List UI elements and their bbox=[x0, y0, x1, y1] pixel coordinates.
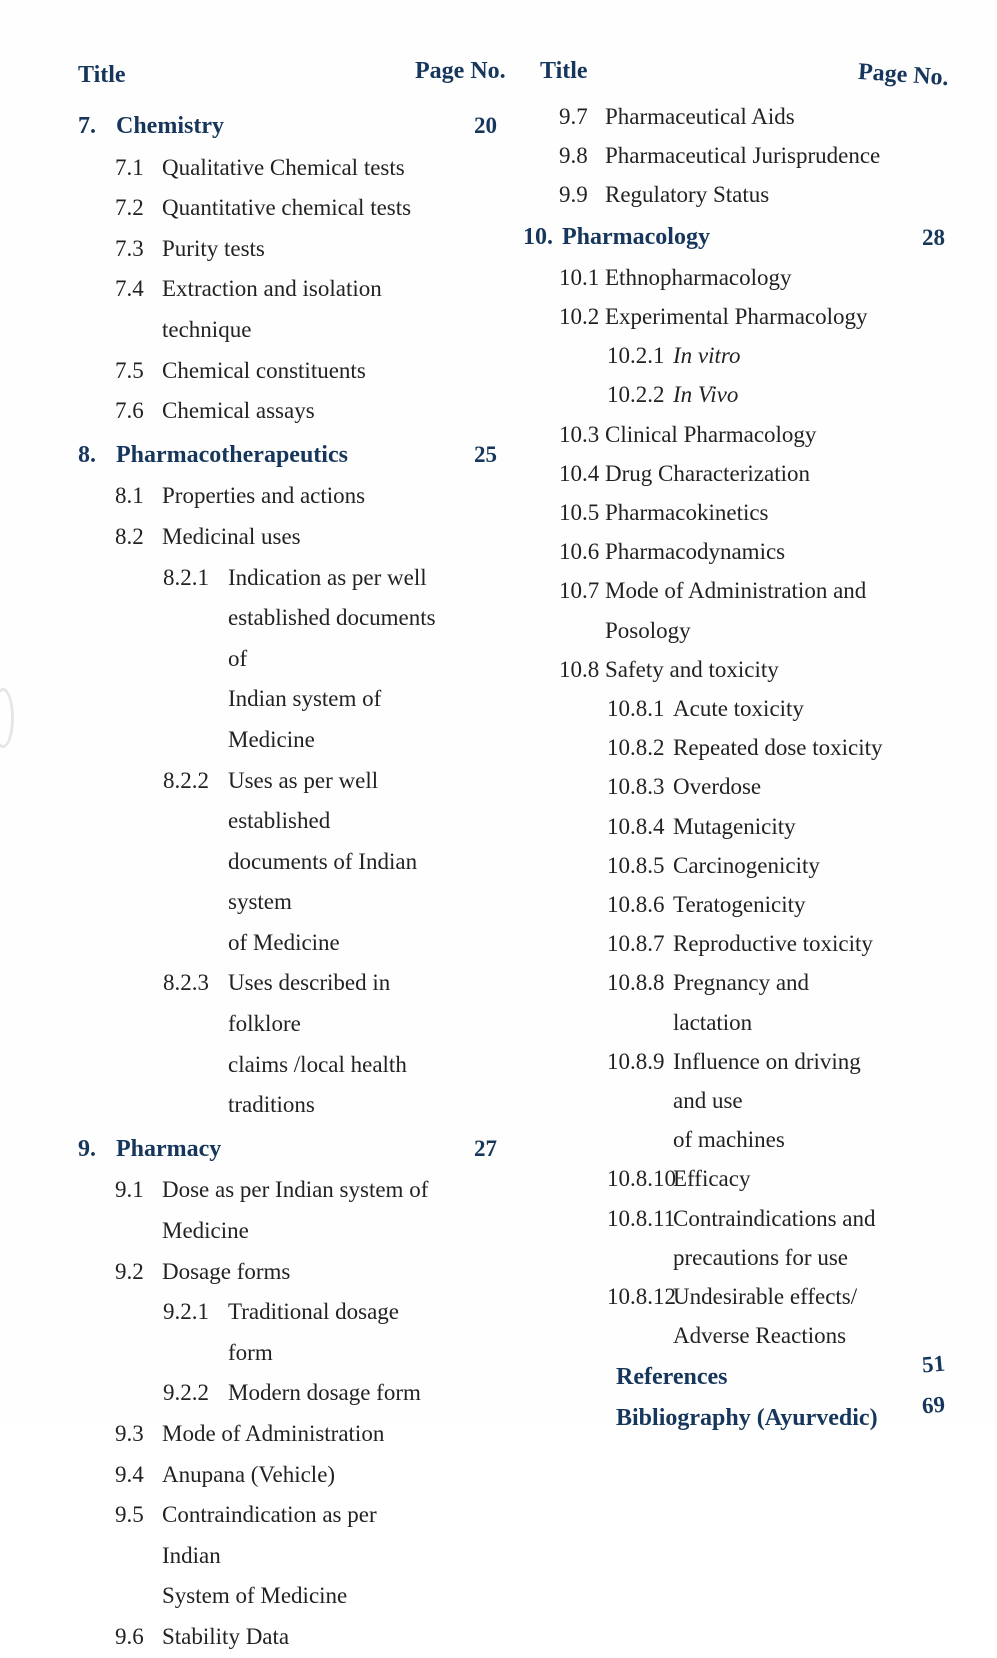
toc-entry-10-2 bbox=[523, 297, 945, 336]
toc-entry-line: Influence on driving and use bbox=[673, 1048, 861, 1114]
toc-entry-number: 10.5 bbox=[559, 500, 600, 526]
toc-entry-line: Pharmacology bbox=[562, 223, 710, 250]
toc-entry-line: documents of Indian system bbox=[228, 848, 418, 915]
toc-entry-10-6 bbox=[523, 532, 945, 571]
toc-entry-title bbox=[605, 532, 887, 571]
toc-entry-line: Pharmaceutical Aids bbox=[605, 104, 795, 129]
toc-entry-7-3 bbox=[78, 229, 497, 270]
toc-entry-line: Acute toxicity bbox=[673, 696, 804, 722]
toc-entry-title bbox=[116, 106, 439, 147]
toc-entry-number: 10.8.8 bbox=[607, 970, 665, 996]
toc-entry bbox=[523, 1350, 946, 1397]
toc-entry-title bbox=[605, 415, 887, 454]
toc-entry-title bbox=[162, 269, 439, 350]
toc-entry-line: Chemistry bbox=[116, 113, 224, 139]
toc-entry-line: Reproductive toxicity bbox=[673, 931, 873, 957]
toc-entry-number: 10.2.2 bbox=[607, 382, 665, 408]
toc-entry-number: 9.2.1 bbox=[163, 1299, 209, 1325]
toc-entry-line: of machines bbox=[673, 1127, 785, 1153]
toc-entry-line: Regulatory Status bbox=[605, 182, 770, 208]
toc-entry-line: Indication as per well bbox=[228, 564, 427, 590]
toc-entry-7-5 bbox=[78, 351, 497, 392]
toc-entry-number: 7.3 bbox=[115, 235, 144, 261]
toc-entry-10-8-10 bbox=[523, 1159, 945, 1198]
toc-entry-title bbox=[162, 1170, 439, 1251]
toc-entry-page-number: 28 bbox=[922, 224, 945, 250]
toc-entry-line: Uses as per well established bbox=[228, 767, 379, 834]
toc-entry-title bbox=[673, 1159, 887, 1198]
toc-entry-title bbox=[673, 1277, 887, 1355]
toc-entry-line: Drug Characterization bbox=[605, 460, 810, 486]
toc-entry-7-1 bbox=[78, 148, 497, 189]
toc-entry-10-8-1 bbox=[523, 689, 945, 728]
toc-entry-number: 10. bbox=[523, 223, 553, 250]
toc-entry-10-4 bbox=[523, 454, 945, 493]
toc-entry-line: System of Medicine bbox=[162, 1583, 348, 1609]
toc-entry-line: In vitro bbox=[673, 343, 741, 369]
toc-entry-9-5 bbox=[78, 1495, 497, 1617]
toc-entry-title bbox=[673, 336, 887, 375]
toc-entry-title bbox=[673, 924, 887, 963]
toc-entry-10-8-11 bbox=[523, 1199, 945, 1277]
toc-entry-line: Mode of Administration and bbox=[605, 578, 867, 604]
toc-entry-line: Efficacy bbox=[673, 1166, 751, 1192]
toc-entry-line: References bbox=[616, 1363, 728, 1390]
toc-entry-number: 7.2 bbox=[115, 195, 144, 221]
toc-entry-title bbox=[228, 1373, 439, 1414]
toc-entry-line: precautions for use bbox=[673, 1244, 848, 1270]
toc-entry-8-2-1 bbox=[78, 558, 497, 761]
toc-entry-line: Contraindication as per Indian bbox=[162, 1502, 377, 1568]
toc-entry-9 bbox=[78, 1129, 497, 1170]
toc-entry-8-1 bbox=[78, 476, 497, 517]
toc-entry-number: 8.2.2 bbox=[163, 767, 209, 793]
toc-entry-10-3 bbox=[523, 415, 945, 454]
toc-entry-line: Pharmaceutical Jurisprudence bbox=[605, 143, 881, 169]
toc-entry-number: 7. bbox=[78, 113, 96, 139]
toc-entry-number: 10.4 bbox=[559, 460, 600, 486]
toc-entry-line: Quantitative chemical tests bbox=[162, 195, 412, 221]
toc-entry-9-2 bbox=[78, 1252, 497, 1293]
toc-entry-line: Experimental Pharmacology bbox=[605, 304, 868, 330]
toc-entry-10-2-2 bbox=[523, 375, 945, 414]
toc-entry-line: Purity tests bbox=[162, 235, 265, 261]
toc-entry-7-4 bbox=[78, 269, 497, 350]
toc-entry-number: 10.8 bbox=[559, 656, 600, 682]
toc-entry-7-2 bbox=[78, 188, 497, 229]
toc-entry-10-8 bbox=[523, 650, 945, 689]
right-column-title-header: Title bbox=[540, 58, 588, 84]
toc-entry-number: 10.6 bbox=[559, 539, 600, 565]
toc-entry-line: Indian system of Medicine bbox=[228, 686, 382, 752]
toc-entry-number: 10.8.7 bbox=[607, 931, 665, 957]
toc-entry-9-2-1 bbox=[78, 1292, 497, 1373]
toc-entry-line: Stability Data bbox=[162, 1623, 290, 1649]
toc-entry-title bbox=[605, 175, 887, 214]
toc-entry-9-4 bbox=[78, 1455, 497, 1496]
toc-entry-8 bbox=[78, 435, 497, 476]
toc-entry-line: technique bbox=[162, 316, 252, 342]
toc-entry-number: 9.9 bbox=[559, 182, 588, 208]
toc-entry-line: Extraction and isolation bbox=[162, 276, 382, 302]
toc-entry-number: 10.1 bbox=[559, 264, 600, 290]
toc-entry-10 bbox=[523, 218, 945, 257]
toc-entry-number: 9.8 bbox=[559, 143, 588, 169]
toc-entry bbox=[523, 1391, 946, 1438]
toc-entry-line: Pharmacodynamics bbox=[605, 539, 786, 565]
toc-entry-number: 10.8.1 bbox=[607, 696, 665, 722]
toc-entry-line: Bibliography (Ayurvedic) bbox=[616, 1404, 878, 1431]
toc-entry-line: Qualitative Chemical tests bbox=[162, 154, 405, 180]
toc-entry-line: Carcinogenicity bbox=[673, 852, 820, 878]
toc-entry-page-number: 69 bbox=[920, 1391, 946, 1419]
toc-entry-line: Adverse Reactions bbox=[673, 1323, 847, 1349]
toc-entry-line: In Vivo bbox=[673, 382, 739, 408]
toc-entry-number: 8.1 bbox=[115, 483, 144, 509]
toc-entry-10-7 bbox=[523, 571, 945, 649]
toc-entry-7 bbox=[78, 106, 497, 147]
toc-entry-number: 10.3 bbox=[559, 421, 600, 447]
toc-entry-line: Medicinal uses bbox=[162, 523, 301, 549]
toc-entry-number: 10.8.4 bbox=[607, 813, 665, 839]
toc-entry-title bbox=[228, 963, 439, 1125]
toc-left-column bbox=[78, 103, 497, 1658]
toc-entry-number: 7.5 bbox=[115, 357, 144, 383]
toc-entry-title bbox=[162, 1414, 439, 1455]
toc-entry-number: 10.8.12 bbox=[607, 1284, 676, 1310]
toc-entry-title bbox=[616, 1358, 887, 1397]
toc-entry-10-8-3 bbox=[523, 767, 945, 806]
toc-entry-line: Chemical assays bbox=[162, 398, 315, 424]
toc-entry-title bbox=[673, 885, 887, 924]
toc-entry-7-6 bbox=[78, 391, 497, 432]
toc-entry-10-8-8 bbox=[523, 963, 945, 1041]
toc-entry-title bbox=[162, 351, 439, 392]
toc-entry-title bbox=[673, 1042, 887, 1160]
toc-entry-9-2-2 bbox=[78, 1373, 497, 1414]
toc-entry-title bbox=[673, 1199, 887, 1277]
toc-entry-title bbox=[605, 493, 887, 532]
toc-entry-line: Modern dosage form bbox=[228, 1380, 421, 1406]
toc-entry-8-2-2 bbox=[78, 761, 497, 964]
right-column-pageno-header: Page No. bbox=[857, 58, 950, 92]
toc-entry-number: 10.8.6 bbox=[607, 892, 665, 918]
toc-entry-line: Ethnopharmacology bbox=[605, 264, 792, 290]
toc-entry-number: 10.2.1 bbox=[607, 343, 665, 369]
toc-entry-line: Medicine bbox=[162, 1218, 249, 1244]
toc-entry-number: 9.2 bbox=[115, 1258, 144, 1284]
toc-entry-page-number: 25 bbox=[474, 441, 497, 467]
toc-entry-number: 9.5 bbox=[115, 1502, 144, 1528]
scan-artifact bbox=[0, 688, 14, 748]
toc-entry-line: Mode of Administration bbox=[162, 1421, 385, 1446]
left-column-title-header: Title bbox=[78, 62, 126, 88]
toc-entry-10-1 bbox=[523, 258, 945, 297]
toc-entry-title bbox=[605, 650, 887, 689]
toc-entry-line: Mutagenicity bbox=[673, 813, 796, 839]
toc-entry-title bbox=[605, 97, 887, 136]
toc-entry-number: 10.8.11 bbox=[607, 1205, 676, 1231]
toc-entry-number: 7.6 bbox=[115, 398, 144, 424]
toc-entry-number: 10.8.3 bbox=[607, 774, 665, 800]
toc-entry-title bbox=[162, 1617, 439, 1658]
toc-entry-number: 7.1 bbox=[115, 154, 144, 180]
toc-entry-title bbox=[162, 1252, 439, 1293]
toc-entry-line: Pharmacy bbox=[116, 1135, 222, 1162]
toc-entry-page-number: 51 bbox=[920, 1350, 946, 1377]
toc-entry-title bbox=[605, 571, 887, 649]
toc-entry-number: 8. bbox=[78, 441, 96, 468]
toc-right-column bbox=[523, 97, 945, 1438]
toc-entry-title bbox=[116, 435, 439, 476]
toc-entry-line: Clinical Pharmacology bbox=[605, 421, 817, 447]
toc-entry-line: Anupana (Vehicle) bbox=[162, 1461, 336, 1487]
toc-entry-number: 10.8.2 bbox=[607, 735, 665, 761]
toc-entry-10-8-4 bbox=[523, 807, 945, 846]
toc-entry-line: Contraindications and bbox=[673, 1205, 876, 1231]
toc-entry-title bbox=[162, 476, 439, 517]
toc-entry-10-8-6 bbox=[523, 885, 945, 924]
toc-entry-title bbox=[673, 767, 887, 806]
toc-entry-line: Pharmacotherapeutics bbox=[116, 441, 348, 468]
toc-entry-page-number: 27 bbox=[474, 1135, 497, 1161]
toc-entry-10-8-9 bbox=[523, 1042, 945, 1160]
toc-entry-line: Pharmacokinetics bbox=[605, 500, 769, 526]
toc-entry-title bbox=[605, 297, 887, 336]
toc-entry-9-9 bbox=[523, 175, 945, 214]
toc-entry-title bbox=[673, 728, 887, 767]
toc-entry-title bbox=[228, 1292, 439, 1373]
toc-entry-title bbox=[605, 136, 887, 175]
toc-entry-title bbox=[605, 258, 887, 297]
toc-entry-line: traditions bbox=[228, 1092, 315, 1118]
toc-entry-number: 10.7 bbox=[559, 578, 600, 604]
toc-entry-9-3 bbox=[78, 1414, 497, 1455]
toc-entry-line: of Medicine bbox=[228, 929, 340, 955]
toc-entry-title bbox=[562, 218, 887, 257]
toc-entry-title bbox=[228, 761, 439, 964]
toc-entry-line: Uses described in folklore bbox=[228, 970, 391, 1037]
toc-entry-number: 9.2.2 bbox=[163, 1380, 209, 1406]
toc-entry-10-5 bbox=[523, 493, 945, 532]
toc-entry-number: 9.3 bbox=[115, 1421, 144, 1446]
toc-entry-line: Repeated dose toxicity bbox=[673, 735, 883, 761]
toc-entry-number: 9.4 bbox=[115, 1461, 144, 1487]
toc-entry-line: Chemical constituents bbox=[162, 357, 366, 383]
toc-entry-title bbox=[116, 1129, 439, 1170]
toc-entry-line: Dose as per Indian system of bbox=[162, 1177, 429, 1203]
toc-entry-9-6 bbox=[78, 1617, 497, 1658]
toc-entry-number: 10.8.10 bbox=[607, 1166, 676, 1192]
toc-entry-number: 7.4 bbox=[115, 276, 144, 302]
toc-entry-number: 8.2.1 bbox=[163, 564, 209, 590]
toc-entry-10-8-12 bbox=[523, 1277, 945, 1355]
toc-entry-title bbox=[162, 391, 439, 432]
toc-entry-number: 10.2 bbox=[559, 304, 600, 330]
toc-entry-line: Safety and toxicity bbox=[605, 656, 779, 682]
toc-entry-title bbox=[162, 1495, 439, 1617]
toc-entry-8-2 bbox=[78, 517, 497, 558]
toc-entry-title bbox=[673, 846, 887, 885]
toc-entry-title bbox=[673, 963, 887, 1041]
toc-entry-line: Pregnancy and lactation bbox=[673, 970, 810, 1035]
toc-entry-9-7 bbox=[523, 97, 945, 136]
toc-entry-title bbox=[162, 1455, 439, 1496]
toc-entry-10-8-7 bbox=[523, 924, 945, 963]
toc-entry-title bbox=[616, 1399, 887, 1438]
toc-entry-title bbox=[673, 689, 887, 728]
toc-entry-number: 9.1 bbox=[115, 1177, 144, 1203]
toc-entry-title bbox=[228, 558, 439, 761]
toc-entry-page-number: 20 bbox=[474, 113, 497, 138]
toc-entry-line: established documents of bbox=[228, 605, 436, 671]
toc-entry-number: 9.6 bbox=[115, 1623, 144, 1649]
toc-entry-number: 10.8.5 bbox=[607, 852, 665, 878]
toc-entry-number: 10.8.9 bbox=[607, 1048, 665, 1074]
toc-entry-9-8 bbox=[523, 136, 945, 175]
left-column-pageno-header: Page No. bbox=[415, 58, 506, 84]
toc-entry-10-8-5 bbox=[523, 846, 945, 885]
toc-entry-title bbox=[162, 517, 439, 558]
toc-entry-line: Teratogenicity bbox=[673, 892, 806, 918]
toc-entry-9-1 bbox=[78, 1170, 497, 1251]
toc-entry-line: Undesirable effects/ bbox=[673, 1284, 858, 1310]
toc-entry-title bbox=[605, 454, 887, 493]
toc-entry-line: Overdose bbox=[673, 774, 762, 800]
toc-entry-line: Properties and actions bbox=[162, 483, 366, 509]
toc-entry-number: 9.7 bbox=[559, 104, 588, 129]
toc-entry-title bbox=[673, 375, 887, 414]
toc-entry-title bbox=[673, 807, 887, 846]
toc-entry-number: 8.2.3 bbox=[163, 970, 209, 996]
toc-entry-title bbox=[162, 229, 439, 270]
toc-entry-line: claims /local health bbox=[228, 1051, 407, 1077]
toc-entry-8-2-3 bbox=[78, 963, 497, 1125]
toc-entry-title bbox=[162, 148, 439, 189]
toc-entry-10-8-2 bbox=[523, 728, 945, 767]
toc-entry-line: Traditional dosage form bbox=[228, 1299, 399, 1365]
toc-entry-line: Dosage forms bbox=[162, 1258, 291, 1284]
toc-entry-number: 9. bbox=[78, 1135, 96, 1162]
toc-entry-10-2-1 bbox=[523, 336, 945, 375]
toc-entry-line: Posology bbox=[605, 617, 691, 643]
toc-entry-number: 8.2 bbox=[115, 523, 144, 549]
toc-entry-title bbox=[162, 188, 439, 229]
